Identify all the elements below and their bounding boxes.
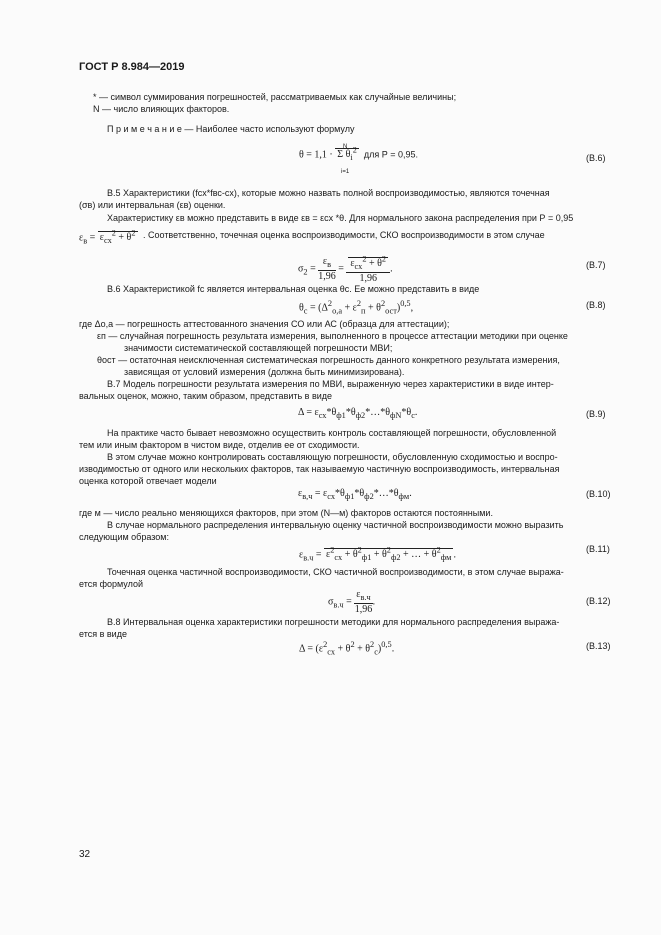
- text-line: следующим образом:: [79, 532, 169, 542]
- equation-label: (В.12): [586, 596, 611, 606]
- text-line: значимости систематической составляющей погрешности МВИ;: [124, 343, 393, 353]
- text-line: тем или иным фактором в чистом виде, отделив ее от сходимости.: [79, 440, 360, 450]
- formula-b8: $\theta_с = (\Delta^2_{о,а} + \varepsilon^2_п + \theta^2_{ост})^{0,5}$,: [299, 299, 414, 316]
- note-line: П р и м е ч а н и е — Наиболее часто используют формулу: [107, 124, 355, 134]
- text-line: На практике часто бывает невозможно осуществить контроль составляющей погрешности, обусловленной: [107, 428, 557, 438]
- text-line: В.6 Характеристикой fс является интервальная оценка θс. Ее можно представить в виде: [107, 284, 480, 294]
- text-line: В.5 Характеристики (fсх*fвс-сх), которые можно назвать полной воспроизводимостью, являются точечная: [107, 188, 550, 198]
- text-line: В этом случае можно контролировать составляющую погрешности, обусловленную сходимостью и воспро-: [107, 452, 558, 462]
- text-line: оценка которой отвечает модели: [79, 476, 217, 486]
- text-line: Характеристику εв можно представить в виде εв = εсх *θ. Для нормального закона распределения при Р = 0,95: [107, 213, 574, 223]
- equation-label: (В.6): [586, 153, 606, 163]
- text-line: ется формулой: [79, 579, 143, 589]
- formula-b12: $\sigma_{в.ч}$ = $\frac{\varepsilon_{в.ч}}{1,96}$ .: [328, 589, 376, 615]
- text-line: В случае нормального распределения интервальную оценку частичной воспроизводимости можно выразить: [107, 520, 564, 530]
- equation-label: (В.7): [586, 260, 606, 270]
- text-line: изводимостью от одного или нескольких факторов, так называемую частичную воспроизводимость, интервальная: [79, 464, 560, 474]
- equation-label: (В.13): [586, 641, 611, 651]
- text-line: вальных оценок, можно, таким образом, представить в виде: [79, 391, 333, 401]
- text-line: Точечная оценка частичной воспроизводимости, СКО частичной воспроизводимости, в этом случае выража-: [107, 567, 564, 577]
- equation-label: (В.8): [586, 300, 606, 310]
- equation-label: (В.11): [586, 544, 610, 554]
- text-line: В.7 Модель погрешности результата измерения по МВИ, выраженную через характеристики в виде интер-: [107, 379, 554, 389]
- formula-b10: $\varepsilon_{в,ч}$ = $\varepsilon_{сх}*\theta_{ф1}*\theta_{ф2}*\dots*\theta_{фм}$.: [298, 488, 412, 501]
- text-line: где Δо,а — погрешность аттестованного значения СО или АС (образца для аттестации);: [79, 319, 450, 329]
- formula-b6: θ = 1,1 · Σ $\theta_i^2$ для Р = 0,95.: [299, 146, 419, 163]
- sum-upper-limit: N: [343, 144, 348, 150]
- formula-b13: $\Delta = (\varepsilon^2_{сх} + \theta^2 + \theta^2_с)^{0,5}$.: [299, 640, 395, 657]
- text-line: N — число влияющих факторов.: [93, 104, 230, 114]
- text-line: зависящая от условий измерения (должна быть минимизирована).: [124, 367, 405, 377]
- formula-b7: $\sigma_2$ = $\frac{\varepsilon_в}{1,96}$ = $\frac{\varepsilon_{сх}^2 + \theta^2}{1,96}$ .: [298, 255, 393, 285]
- page-number: 32: [79, 849, 91, 860]
- formula-b11: $\varepsilon_{в.ч} = \varepsilon^2_{сх} + \theta^2_{ф1} + \theta^2_{ф2}$ + … + $\theta^2_{фм}$ .: [299, 546, 456, 563]
- document-header: ГОСТ Р 8.984—2019: [79, 61, 185, 73]
- text-line: ется в виде: [79, 629, 127, 639]
- text-line: . Соответственно, точечная оценка воспроизводимости, СКО воспроизводимости в этом случае: [143, 230, 545, 240]
- text-line: где м — число реально меняющихся факторов, при этом (N—м) факторов остаются постоянными.: [79, 508, 493, 518]
- text-line: * — символ суммирования погрешностей, рассматриваемых как случайные величины;: [93, 92, 457, 102]
- sum-lower-limit: i=1: [341, 169, 350, 175]
- formula-eps-b: $\varepsilon_в = \varepsilon_{сх}^2 + \theta^2$: [79, 229, 136, 246]
- formula-b9: $\Delta = \varepsilon_{сх}*\theta_{ф1}*\theta_{ф2}*\dots*\theta_{фN}*\theta_с$.: [298, 407, 418, 420]
- text-line: В.8 Интервальная оценка характеристики погрешности методики для нормального распределения выража-: [107, 617, 560, 627]
- equation-label: (В.10): [586, 489, 611, 499]
- equation-label: (В.9): [586, 409, 606, 419]
- text-line: (σв) или интервальная (εв) оценки.: [79, 200, 226, 210]
- text-line: θост — остаточная неисключенная систематическая погрешность данного конкретного результата измерения,: [97, 355, 560, 365]
- text-line: εп — случайная погрешность результата измерения, выполненного в процессе аттестации методики при оценке: [97, 331, 568, 341]
